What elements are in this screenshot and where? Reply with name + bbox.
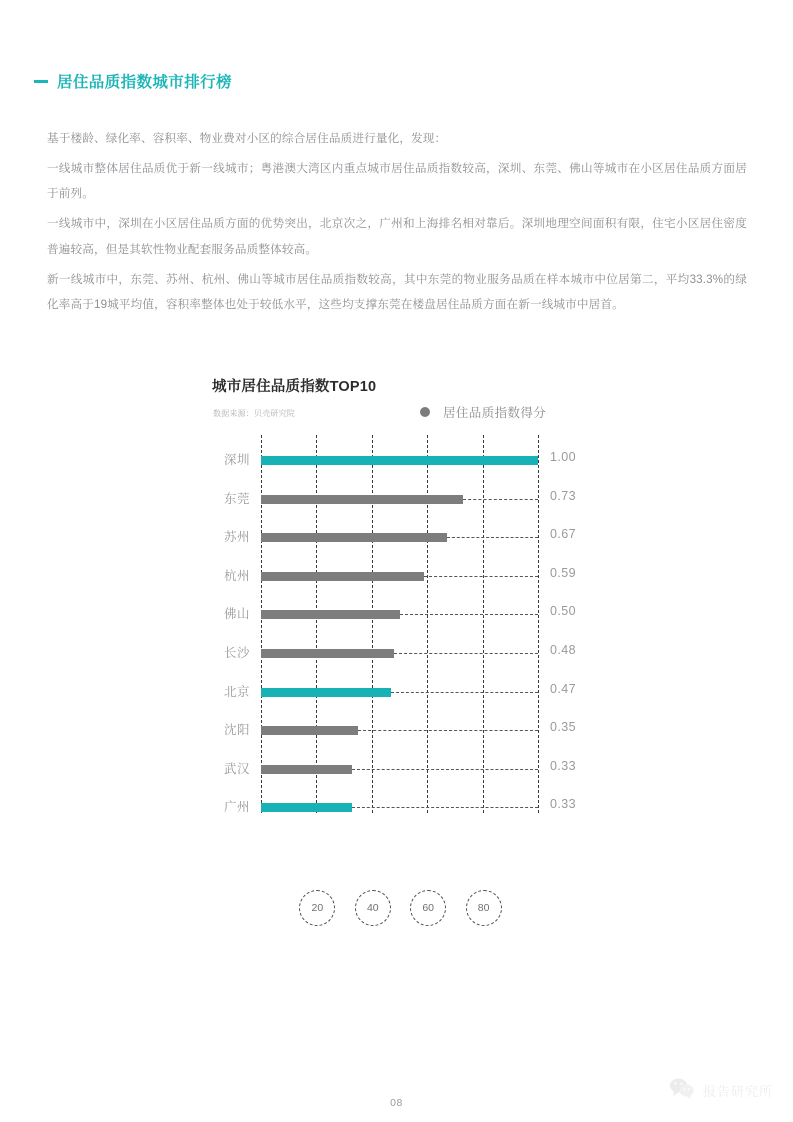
chart-row	[190, 751, 610, 790]
bar-value-label: 0.33	[550, 758, 576, 773]
bar-category-label: 佛山	[223, 607, 250, 622]
legend-label: 居住品质指数得分	[443, 406, 547, 420]
chart-legend	[420, 403, 546, 421]
bar-leader-line	[394, 653, 538, 654]
page-title: 居住品质指数城市排行榜	[57, 74, 232, 91]
bar-value-label: 1.00	[550, 450, 576, 464]
bar-category-label: 深圳	[223, 453, 250, 467]
bar-track	[261, 610, 538, 619]
bar-category-label: 广州	[223, 800, 250, 815]
bar-category-label: 武汉	[223, 761, 250, 776]
section-heading	[34, 70, 232, 92]
bar-category-label: 东莞	[223, 491, 250, 506]
bar-track	[261, 533, 538, 542]
bar	[261, 572, 424, 581]
chart-source-note: 数据来源：贝壳研究院	[213, 409, 295, 418]
axis-tick-40: 40	[355, 890, 391, 926]
chart-row	[190, 558, 610, 597]
chart-x-axis	[190, 890, 610, 940]
bar	[261, 726, 358, 735]
bar-track	[261, 456, 538, 465]
bar	[261, 765, 352, 774]
bar-track	[261, 765, 538, 774]
chart-row	[190, 712, 610, 751]
bar-value-label: 0.50	[550, 604, 576, 619]
bar-track	[261, 688, 538, 697]
axis-tick-20: 20	[299, 890, 335, 926]
bar-leader-line	[424, 576, 538, 577]
brand-name: 报告研究所	[702, 1084, 773, 1099]
bar-leader-line	[447, 537, 538, 538]
bar-category-label: 苏州	[223, 530, 250, 545]
bar-category-label: 沈阳	[223, 723, 250, 738]
chart-row	[190, 635, 610, 674]
brand-watermark	[669, 1077, 773, 1104]
paragraph-3: 一线城市中，深圳在小区居住品质方面的优势突出，北京次之，广州和上海排名相对靠后。深圳地理空间面积有限，住宅小区居住密度普遍较高，但是其软性物业配套服务品质整体较高。	[47, 217, 747, 256]
bar	[261, 649, 394, 658]
chart-bar-rows	[190, 435, 610, 813]
bar-track	[261, 726, 538, 735]
chart-container	[190, 365, 610, 914]
chart-row	[190, 674, 610, 713]
bar	[261, 495, 463, 504]
chart-title: 城市居住品质指数TOP10	[212, 379, 377, 395]
bar-value-label: 0.59	[550, 565, 576, 580]
page-number: 08	[390, 1097, 403, 1109]
bar-value-label: 0.67	[550, 527, 576, 542]
bar	[261, 688, 391, 697]
wechat-icon	[669, 1077, 695, 1104]
bar-category-label: 长沙	[223, 646, 250, 660]
bar-leader-line	[358, 730, 538, 731]
bar-value-label: 0.35	[550, 720, 576, 735]
chart-row	[190, 519, 610, 558]
paragraph-1: 基于楼龄、绿化率、容积率、物业费对小区的综合居住品质进行量化，发现：	[47, 132, 447, 145]
bar-track	[261, 649, 538, 658]
bar-track	[261, 495, 538, 504]
bar-category-label: 北京	[223, 684, 250, 699]
bar-track	[261, 572, 538, 581]
bar-leader-line	[352, 769, 538, 770]
bar-leader-line	[352, 807, 538, 808]
bar-value-label: 0.73	[550, 488, 576, 503]
paragraph-4: 新一线城市中，东莞、苏州、杭州、佛山等城市居住品质指数较高，其中东莞的物业服务品质在样本城市中位居第二，平均33.3%的绿化率高于19城平均值，容积率整体也处于较低水平，这些均支撑东莞在楼盘居住品质方面在新一线城市中居首。	[47, 272, 747, 312]
bar	[261, 803, 352, 812]
bar-category-label: 杭州	[223, 568, 250, 583]
chart-row	[190, 442, 610, 481]
accent-rule	[34, 80, 48, 83]
legend-circle-icon	[420, 407, 430, 417]
bar-leader-line	[400, 614, 539, 615]
bar	[261, 610, 400, 619]
bar-value-label: 0.33	[550, 797, 576, 812]
body-text	[47, 126, 747, 322]
paragraph-2: 一线城市整体居住品质优于新一线城市；粤港澳大湾区内重点城市居住品质指数较高，深圳、东莞、佛山等城市在小区居住品质方面居于前列。	[47, 161, 747, 201]
chart-plot-area	[190, 435, 610, 914]
bar	[261, 533, 447, 542]
bar-value-label: 0.48	[550, 643, 576, 657]
axis-tick-80: 80	[466, 890, 502, 926]
bar-track	[261, 803, 538, 812]
bar	[261, 456, 538, 465]
bar-leader-line	[463, 499, 538, 500]
axis-tick-60: 60	[410, 890, 446, 926]
chart-row	[190, 481, 610, 520]
bar-leader-line	[391, 692, 538, 693]
bar-value-label: 0.47	[550, 681, 576, 696]
chart-row	[190, 596, 610, 635]
chart-row	[190, 789, 610, 828]
